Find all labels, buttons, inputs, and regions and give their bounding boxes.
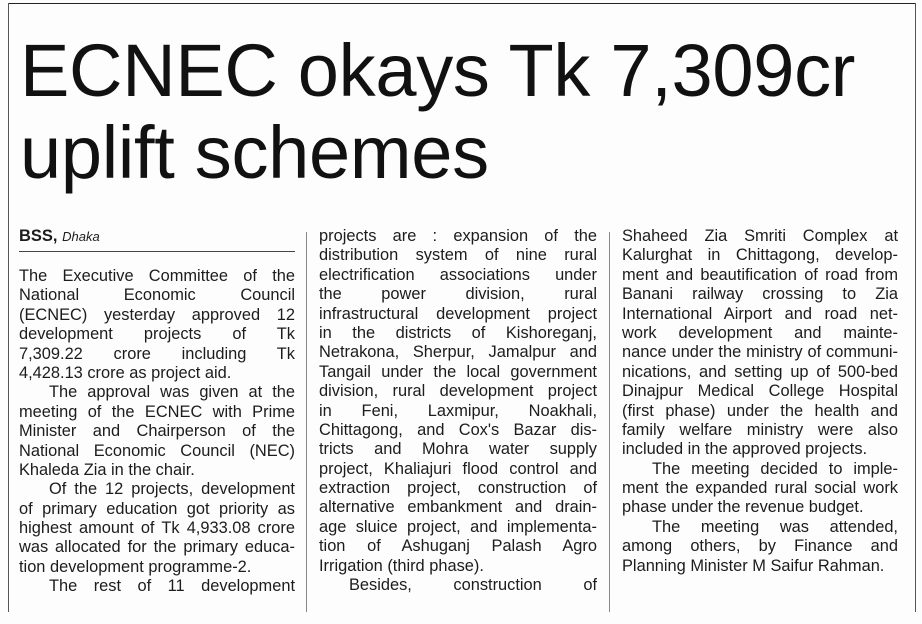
text-line: of primary education got priority as: [19, 499, 295, 518]
column-1-body: [19, 267, 295, 597]
text-line: Netrakona, Sherpur, Jamalpur and: [319, 343, 597, 362]
text-line: alternative embankment and drain-: [319, 498, 597, 517]
text-line: among others, by Finance and: [622, 537, 898, 556]
column-3-body: [622, 227, 898, 576]
text-line: The rest of 11 development: [49, 577, 295, 596]
column-divider: [609, 232, 610, 612]
text-line: family welfare ministry were also: [622, 420, 898, 439]
text-line: work development and mainte-: [622, 323, 898, 342]
text-line: (first phase) under the health and: [622, 401, 898, 420]
text-line: The Executive Committee of the: [19, 267, 295, 285]
byline-place: Dhaka: [62, 229, 100, 244]
text-line: Minister and Chairperson of the: [19, 422, 295, 441]
text-line: 7,309.22 crore including Tk: [19, 344, 295, 363]
text-line: distribution system of nine rural: [319, 246, 597, 265]
headline-line-1: ECNEC okays Tk 7,309cr: [20, 29, 856, 112]
text-line: phase under the revenue budget.: [622, 498, 864, 517]
text-line: electrification associations under: [319, 265, 597, 284]
text-line: Chittagong, and Cox's Bazar dis-: [319, 420, 597, 439]
text-line: meeting of the ECNEC with Prime: [19, 402, 295, 421]
article-column-2: [319, 227, 597, 595]
text-line: was allocated for the primary educa-: [19, 538, 295, 557]
text-line: nance under the ministry of communi-: [622, 343, 898, 362]
text-line: Banani railway crossing to Zia: [622, 285, 898, 304]
text-line: National Economic Council (NEC): [19, 441, 295, 460]
text-line: Tangail under the local government: [319, 362, 597, 381]
text-line: International Airport and road net-: [622, 304, 898, 323]
text-line: ment and beautification of road from: [622, 265, 898, 284]
text-line: extraction project, construction of: [319, 479, 597, 498]
article-column-3: [622, 227, 898, 576]
text-line: ment the expanded rural social work: [622, 479, 898, 498]
text-line: Besides, construction of: [349, 576, 597, 595]
text-line: National Economic Council: [19, 286, 295, 305]
column-2-body: [319, 227, 597, 595]
text-line: division, rural development project: [319, 382, 597, 401]
text-line: age sluice project, and implementa-: [319, 517, 597, 536]
article-column-1: [19, 227, 295, 597]
text-line: projects are : expansion of the: [319, 227, 597, 245]
text-line: included in the approved projects.: [622, 440, 868, 459]
text-line: (ECNEC) yesterday approved 12: [19, 305, 295, 324]
left-border-rule: [8, 3, 9, 612]
text-line: 4,428.13 crore as project aid.: [19, 363, 232, 382]
text-line: highest amount of Tk 4,933.08 crore: [19, 519, 295, 538]
text-line: infrastructural development project: [319, 304, 597, 323]
text-line: Planning Minister M Saifur Rahman.: [622, 556, 885, 575]
right-border-rule: [915, 3, 916, 612]
column-divider: [306, 232, 307, 612]
text-line: project, Khaliajuri flood control and: [319, 459, 597, 478]
text-line: tion of Ashuganj Palash Agro: [319, 537, 597, 556]
text-line: Shaheed Zia Smriti Complex at: [622, 227, 898, 245]
text-line: Of the 12 projects, development: [49, 480, 295, 499]
text-line: in Feni, Laxmipur, Noakhali,: [319, 401, 597, 420]
headline-line-2: uplift schemes: [20, 111, 489, 194]
text-line: the power division, rural: [319, 285, 597, 304]
text-line: nications, and setting up of 500-bed: [622, 362, 898, 381]
byline: [19, 227, 295, 252]
top-border-rule: [8, 3, 916, 4]
text-line: tion development programme-2.: [19, 557, 252, 576]
text-line: tricts and Mohra water supply: [319, 440, 597, 459]
text-line: Khaleda Zia in the chair.: [19, 460, 195, 479]
text-line: The meeting decided to imple-: [652, 459, 898, 478]
text-line: The approval was given at the: [49, 383, 295, 402]
text-line: development projects of Tk: [19, 325, 295, 344]
byline-agency: BSS,: [19, 227, 58, 245]
text-line: The meeting was attended,: [652, 517, 898, 536]
article-headline: [20, 30, 910, 194]
text-line: in the districts of Kishoreganj,: [319, 323, 597, 342]
text-line: Kalurghat in Chittagong, develop-: [622, 246, 898, 265]
text-line: Irrigation (third phase).: [319, 556, 484, 575]
text-line: Dinajpur Medical College Hospital: [622, 382, 898, 401]
